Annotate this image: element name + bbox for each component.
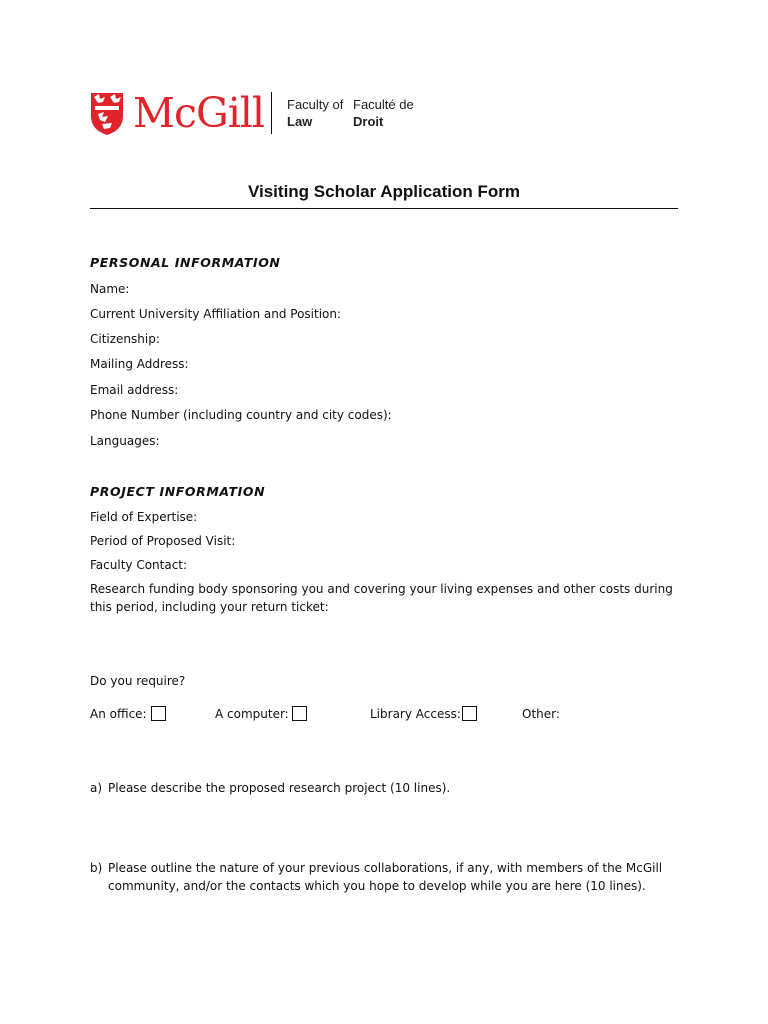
form-title: Visiting Scholar Application Form [247,182,521,201]
field-faculty-contact: Faculty Contact: [90,558,188,572]
project-info-heading: PROJECT INFORMATION [90,484,266,499]
question-a [90,779,450,797]
question-a-text: Please describe the proposed research project (10 lines). [108,781,451,795]
personal-info-heading: PERSONAL INFORMATION [90,255,281,270]
question-b [90,859,662,877]
mcgill-wordmark: McGill [133,89,265,137]
faculty-fr-line2: Droit [353,114,384,129]
library-label: Library Access: [370,707,461,721]
field-funding-line2: this period, including your return ticket: [90,600,329,614]
question-b-marker: b) [90,861,103,875]
faculty-en-line2: Law [287,114,313,129]
field-period: Period of Proposed Visit: [90,534,236,548]
field-expertise: Field of Expertise: [90,510,198,524]
computer-label: A computer: [215,707,289,721]
field-name: Name: [90,282,130,296]
field-email: Email address: [90,383,179,397]
header-divider [271,92,272,134]
other-label: Other: [522,707,560,721]
mcgill-crest-logo [90,92,124,136]
faculty-fr-line1: Faculté de [353,97,414,112]
question-b-line2: community, and/or the contacts which you hope to develop while you are here (10 lines). [108,879,646,893]
office-label: An office: [90,707,147,721]
question-a-marker: a) [90,781,103,795]
title-rule [90,208,678,209]
field-languages: Languages: [90,434,160,448]
question-b-line1: Please outline the nature of your previous collaborations, if any, with members of the McGill [108,861,663,875]
field-citizenship: Citizenship: [90,332,160,346]
field-mailing-address: Mailing Address: [90,357,189,371]
require-question: Do you require? [90,674,186,688]
field-phone: Phone Number (including country and city codes): [90,408,392,422]
faculty-en-line1: Faculty of [287,97,344,112]
field-funding-line1: Research funding body sponsoring you and covering your living expenses and other costs during [90,582,673,596]
computer-checkbox[interactable] [292,706,307,721]
field-affiliation: Current University Affiliation and Position: [90,307,342,321]
office-checkbox[interactable] [151,706,166,721]
library-checkbox[interactable] [462,706,477,721]
